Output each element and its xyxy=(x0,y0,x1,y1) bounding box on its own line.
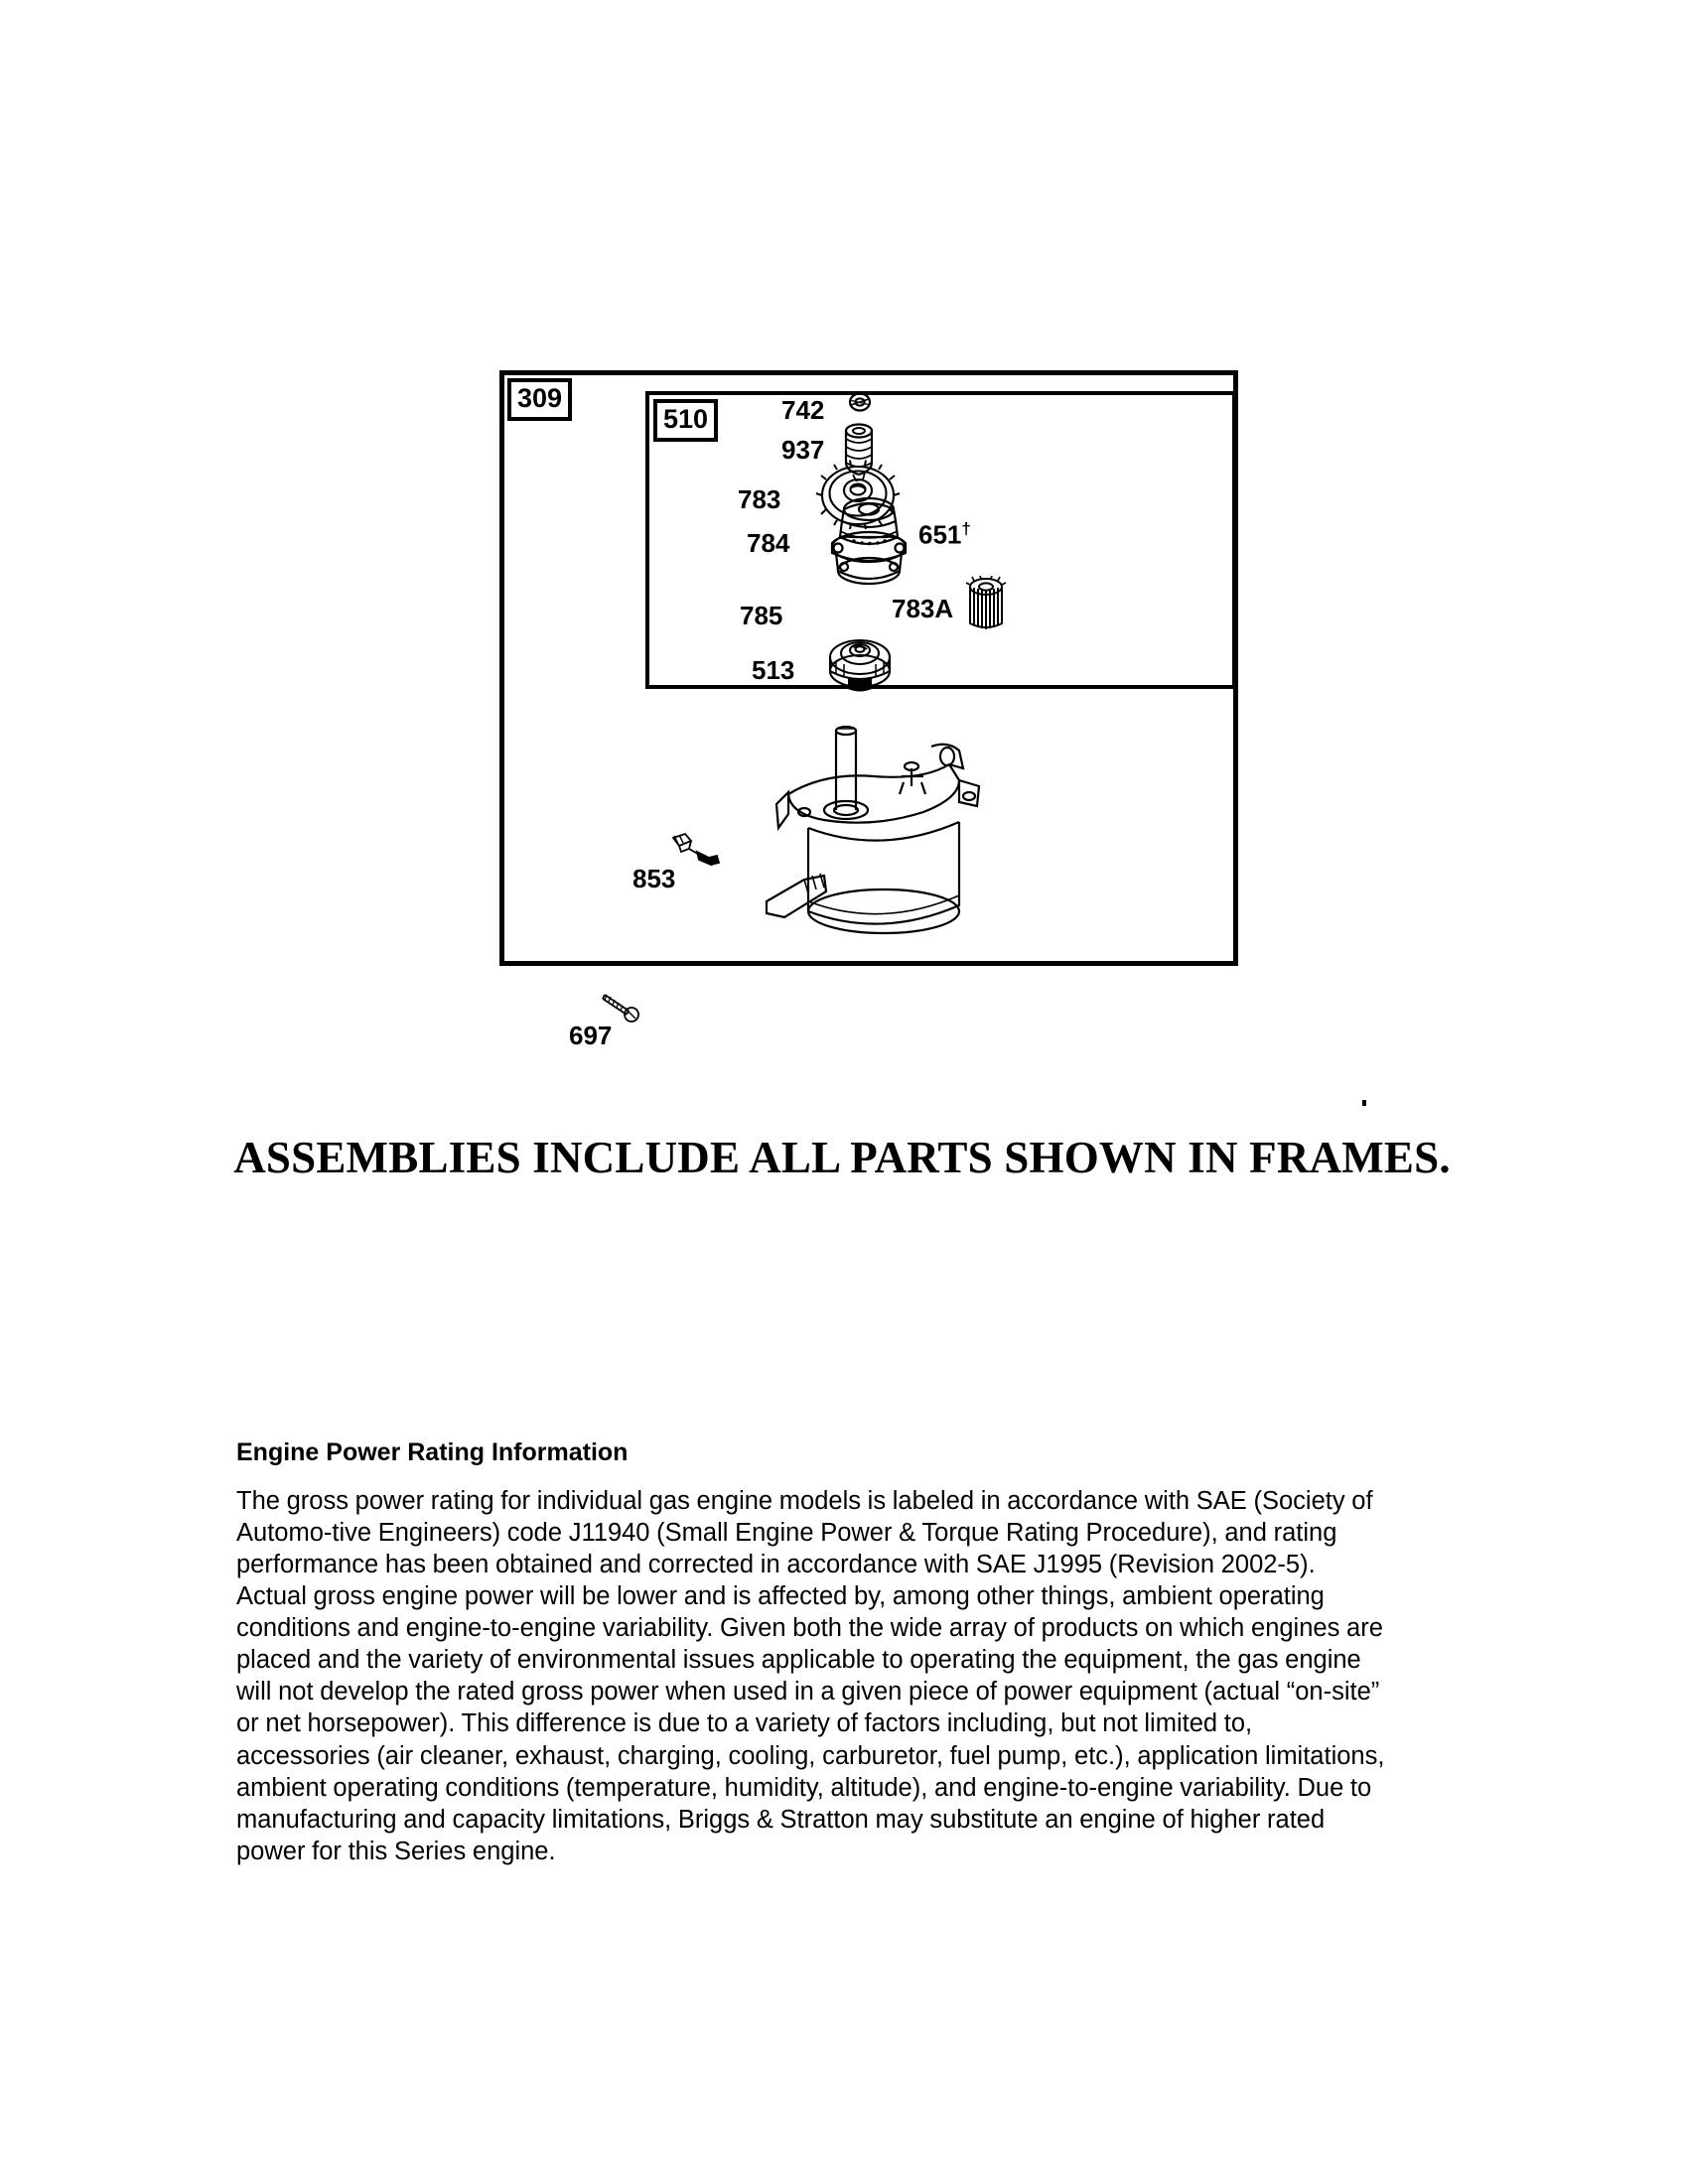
callout-785-ref: 785 xyxy=(740,601,783,630)
callout-742-ref: 742 xyxy=(781,395,825,425)
retaining-ring-icon xyxy=(847,390,873,414)
frame-tag-510-label: 510 xyxy=(663,404,709,434)
callout-853-ref: 853 xyxy=(632,864,676,893)
callout-783A-ref: 783A xyxy=(892,594,954,623)
frame-tag-309-label: 309 xyxy=(517,383,563,413)
screw-icon xyxy=(601,993,646,1026)
frame-tag-510 xyxy=(653,399,718,442)
callout-513 xyxy=(752,657,794,683)
assemblies-include-headline: ASSEMBLIES INCLUDE ALL PARTS SHOWN IN FRAMES. xyxy=(233,1133,1451,1182)
callout-651 xyxy=(918,520,971,548)
callout-651-ref: 651 xyxy=(918,519,962,550)
callout-697-ref: 697 xyxy=(569,1021,613,1050)
pinion-gear-icon xyxy=(965,576,1007,637)
wire-connector-icon xyxy=(667,832,725,874)
callout-651-symbol: † xyxy=(961,519,971,538)
callout-783 xyxy=(738,486,780,512)
clutch-assembly-icon xyxy=(820,633,900,695)
callout-784-ref: 784 xyxy=(747,528,790,558)
callout-785 xyxy=(740,603,782,628)
starter-motor-illustration xyxy=(765,725,1023,953)
callout-513-ref: 513 xyxy=(752,655,795,685)
scan-artifact-speck xyxy=(1362,1100,1366,1106)
callout-783-ref: 783 xyxy=(738,484,781,514)
drive-housing-icon xyxy=(814,491,923,601)
callout-937-ref: 937 xyxy=(781,435,825,465)
engine-power-rating-section xyxy=(236,1439,1388,1867)
callout-784 xyxy=(747,530,789,556)
frame-tag-309 xyxy=(507,378,572,421)
callout-783A xyxy=(892,596,953,621)
callout-742 xyxy=(781,397,824,423)
engine-power-rating-body: The gross power rating for individual gas engine models is labeled in accordance with SAE (Society of Automo-tive Engineers) code J11940 (Small Engine Power & Torque Rating Procedure), and rating performance has been obtained and corrected in accordance with SAE J1995 (Revision 2002-5). Actual gross engine power will be lower and is affected by, among other things, ambient operating conditions and engine-to-engine variability. Given both the wide array of products on which engines are placed and the variety of environmental issues applicable to operating the equipment, the gas engine will not develop the rated gross power when used in a given piece of power equipment (actual “on-site” or net horsepower). This difference is due to a variety of factors including, but not limited to, accessories (air cleaner, exhaust, charging, cooling, carburetor, fuel pump, etc.), application limitations, ambient operating conditions (temperature, humidity, altitude), and engine-to-engine variability. Due to manufacturing and capacity limitations, Briggs & Stratton may substitute an engine of higher rated power for this Series engine. xyxy=(236,1486,1385,1865)
engine-power-rating-title: Engine Power Rating Information xyxy=(236,1438,629,1466)
